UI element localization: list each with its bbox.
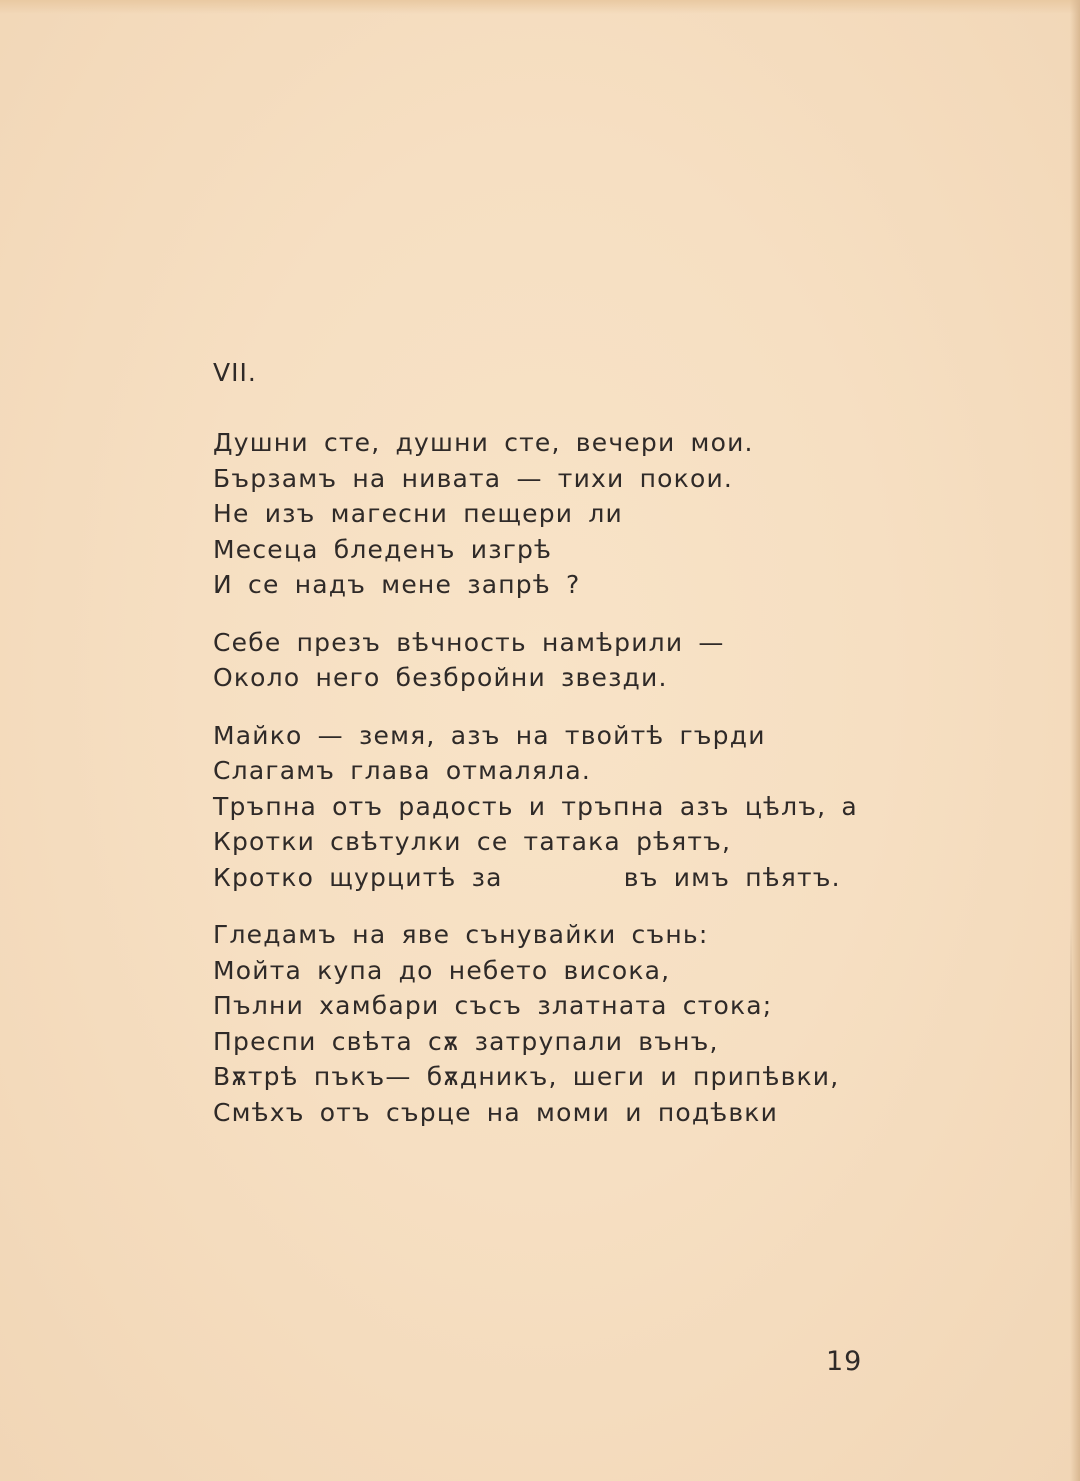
stanza-1 — [213, 425, 893, 603]
page-edge-shadow — [1070, 920, 1072, 1220]
verse-line: Кротко щурцитѣ за въ имъ пѣятъ. — [213, 862, 841, 892]
verse-line: Вѫтрѣ пъкъ— бѫдникъ, шеги и припѣвки, — [213, 1062, 840, 1091]
verse-line: Кротки свѣтулки се татака рѣятъ, — [213, 827, 732, 856]
verse-line: Преспи свѣта сѫ затрупали вънъ, — [213, 1026, 719, 1056]
verse-line: Себе презъ вѣчность намѣрили — — [213, 627, 725, 657]
verse-line: Майко — земя, азъ на твойтѣ гърди — [213, 720, 766, 750]
verse-line: Месеца бледенъ изгрѣ — [213, 534, 553, 564]
verse-line: Бързамъ на нивата — тихи покои. — [213, 463, 734, 493]
verse-line: Тръпна отъ радость и тръпна азъ цѣлъ, а — [213, 791, 858, 821]
verse-line: Душни сте, душни сте, вечери мои. — [213, 428, 754, 457]
stanza-4 — [213, 917, 893, 1130]
stanza-2 — [213, 625, 893, 696]
stanza-3 — [213, 718, 893, 896]
verse-line: И се надъ мене запрѣ ? — [213, 570, 581, 599]
verse-line: Не изъ магесни пещери ли — [213, 499, 624, 528]
verse-line: Смѣхъ отъ сърце на моми и подѣвки — [213, 1097, 779, 1127]
verse-line: Слагамъ глава отмаляла. — [213, 756, 592, 785]
poem-heading: VII. — [213, 358, 257, 387]
page-number: 19 — [826, 1346, 863, 1377]
verse-line: Пълни хамбари съсъ златната стока; — [213, 991, 773, 1020]
verse-line: Около него безбройни звезди. — [213, 663, 668, 692]
verse-line: Гледамъ на яве сънувайки сънь: — [213, 920, 709, 949]
verse-line: Мойта купа до небето висока, — [213, 955, 671, 985]
poem — [213, 355, 893, 1152]
